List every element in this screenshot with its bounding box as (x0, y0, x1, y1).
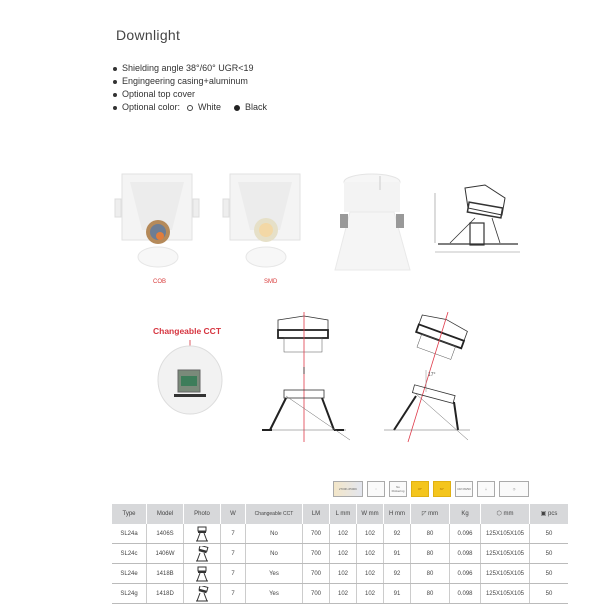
cell-cutout: 80 (411, 524, 450, 544)
col-l: L mm (330, 504, 357, 524)
cell-kg: 0.098 (450, 544, 481, 564)
col-type: Type (112, 504, 147, 524)
beam-angle-60-icon: 60° (433, 481, 451, 497)
cell-box: 125X105X105 (481, 584, 530, 604)
dimming-icon: ◌ (367, 481, 385, 497)
cell-l: 102 (330, 524, 357, 544)
box-icon: ⬡ (496, 511, 502, 517)
cell-photo (184, 524, 221, 544)
col-cutout (411, 504, 450, 524)
cell-cct: No (246, 544, 303, 564)
beam-angle-38-icon: 38° (411, 481, 429, 497)
carton-icon: ▣ (540, 511, 547, 517)
cell-model: 1406W (147, 544, 184, 564)
col-box (481, 504, 530, 524)
cell-type: SL24g (112, 584, 147, 604)
col-w: W (221, 504, 246, 524)
col-lm: LM (303, 504, 330, 524)
angle-diagram-38 (258, 312, 358, 447)
cell-pcs: 50 (530, 544, 569, 564)
angle-label: 17° (428, 372, 436, 378)
box-unit: mm (503, 511, 514, 517)
spec-table (112, 504, 568, 604)
black-circle-icon (234, 105, 240, 111)
cell-pcs: 50 (530, 524, 569, 544)
col-wd: W mm (357, 504, 384, 524)
col-cct: Changeable CCT (246, 504, 303, 524)
cell-cutout: 80 (411, 564, 450, 584)
cell-model: 1418B (147, 564, 184, 584)
cell-model: 1418D (147, 584, 184, 604)
cell-wd: 102 (357, 584, 384, 604)
col-photo: Photo (184, 504, 221, 524)
angle-diagram-60 (378, 312, 478, 447)
cell-cct: No (246, 524, 303, 544)
cell-lm: 700 (303, 564, 330, 584)
cell-cutout: 80 (411, 544, 450, 564)
cell-pcs: 50 (530, 564, 569, 584)
color-label: Optional color: (122, 102, 181, 112)
col-pcs (530, 504, 569, 524)
cell-wd: 102 (357, 524, 384, 544)
table-row (112, 544, 568, 564)
table-row (112, 564, 568, 584)
cell-kg: 0.096 (450, 524, 481, 544)
col-model: Model (147, 504, 184, 524)
cell-h: 91 (384, 544, 411, 564)
bullet-icon (113, 93, 117, 97)
cell-l: 102 (330, 544, 357, 564)
cell-h: 92 (384, 524, 411, 544)
cob-downlight-image (112, 172, 204, 272)
cell-type: SL24e (112, 564, 147, 584)
cutout-icon: ◸ (421, 511, 427, 517)
feature-item-color (113, 101, 267, 114)
cct-range-icon: 2700K-6500K (333, 481, 363, 497)
product-photo-icon (195, 586, 209, 602)
col-kg: Kg (450, 504, 481, 524)
cell-w: 7 (221, 544, 246, 564)
col-h: H mm (384, 504, 411, 524)
cell-wd: 102 (357, 544, 384, 564)
feature-text: Engingeering casing+aluminum (122, 76, 248, 86)
dimension-drawing (430, 183, 525, 263)
cell-type: SL24a (112, 524, 147, 544)
side-view-image (330, 170, 420, 275)
feature-text: Optional top cover (122, 89, 196, 99)
cell-model: 1406S (147, 524, 184, 544)
table-header-row (112, 504, 568, 524)
feature-item (113, 75, 267, 88)
cell-cct: Yes (246, 564, 303, 584)
smd-label: SMD (264, 279, 278, 285)
bullet-icon (113, 106, 117, 110)
cell-photo (184, 544, 221, 564)
product-photo-icon (195, 566, 209, 582)
lifetime-icon: ◷ (499, 481, 529, 497)
pcs-unit: pcs (548, 511, 558, 517)
table-row (112, 584, 568, 604)
product-photo-icon (195, 526, 209, 542)
cell-box: 125X105X105 (481, 544, 530, 564)
page-title: Downlight (116, 27, 181, 43)
cell-kg: 0.096 (450, 564, 481, 584)
white-circle-icon (187, 105, 193, 111)
cell-h: 92 (384, 564, 411, 584)
cct-switch-image (150, 340, 230, 425)
cell-l: 102 (330, 584, 357, 604)
cct-title: Changeable CCT (153, 326, 222, 336)
cell-l: 102 (330, 564, 357, 584)
product-photo-icon (195, 546, 209, 562)
color-black: Black (245, 102, 268, 112)
bullet-icon (113, 67, 117, 71)
cell-w: 7 (221, 584, 246, 604)
table-row (112, 524, 568, 544)
smd-downlight-image (220, 172, 312, 272)
cell-kg: 0.098 (450, 584, 481, 604)
feature-list (113, 62, 267, 114)
cell-wd: 102 (357, 564, 384, 584)
cell-type: SL24c (112, 544, 147, 564)
driver-icon: ⏚ (477, 481, 495, 497)
cell-lm: 700 (303, 544, 330, 564)
cri-icon: CRI 80/90 (455, 481, 473, 497)
cell-lm: 700 (303, 584, 330, 604)
cell-photo (184, 584, 221, 604)
cell-photo (184, 564, 221, 584)
cutout-unit: mm (428, 511, 439, 517)
bullet-icon (113, 80, 117, 84)
cell-w: 7 (221, 564, 246, 584)
color-white: White (198, 102, 222, 112)
cell-pcs: 50 (530, 584, 569, 604)
cell-cct: Yes (246, 584, 303, 604)
cell-w: 7 (221, 524, 246, 544)
cell-box: 125X105X105 (481, 524, 530, 544)
feature-item (113, 88, 267, 101)
feature-text: Shielding angle 38°/60° UGR<19 (122, 63, 254, 73)
cob-label: COB (153, 279, 167, 285)
no-flicker-icon: No Flickering (389, 481, 407, 497)
cell-lm: 700 (303, 524, 330, 544)
feature-item (113, 62, 267, 75)
cell-box: 125X105X105 (481, 564, 530, 584)
cell-h: 91 (384, 584, 411, 604)
feature-icons (333, 481, 529, 497)
cell-cutout: 80 (411, 584, 450, 604)
